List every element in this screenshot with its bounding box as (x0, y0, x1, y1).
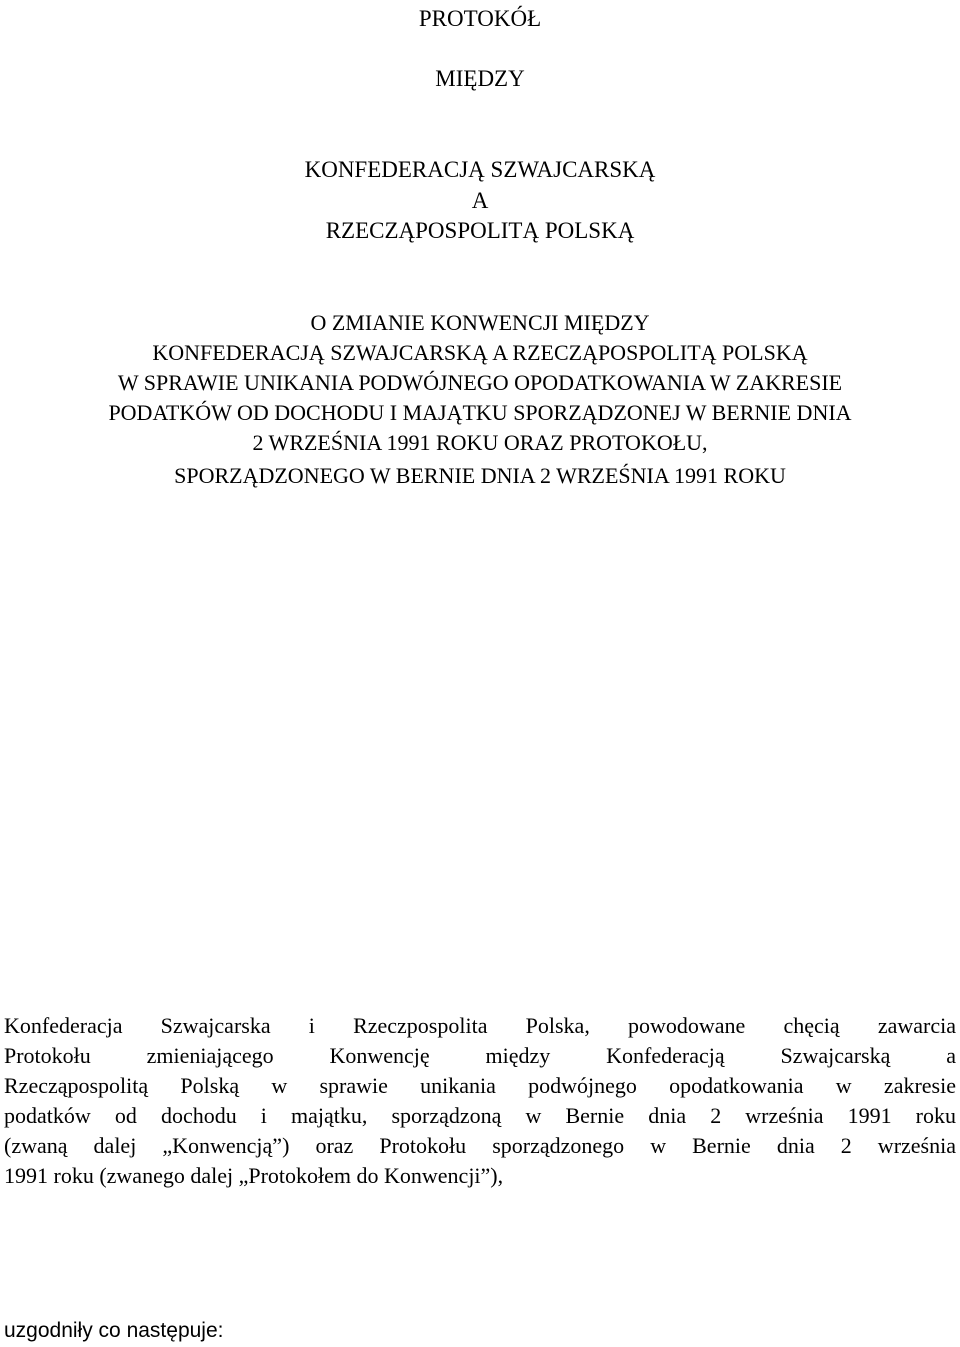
party-2: RZECZĄPOSPOLITĄ POLSKĄ (325, 218, 635, 243)
subject-line: 2 WRZEŚNIA 1991 ROKU ORAZ PROTOKOŁU, (252, 430, 708, 455)
subject-line: W SPRAWIE UNIKANIA PODWÓJNEGO OPODATKOWANIA W ZAKRESIE (117, 370, 843, 395)
subject-line: SPORZĄDZONEGO W BERNIE DNIA 2 WRZEŚNIA 1991 ROKU (174, 463, 786, 488)
preamble-line: Rzecząpospolitą Polską w sprawie unikania podwójnego opodatkowania w zakresie (4, 1073, 956, 1098)
preamble-line: Protokołu zmieniającego Konwencję między Konfederacją Szwajcarską a (4, 1043, 956, 1068)
preamble-line: (zwaną dalej „Konwencją”) oraz Protokołu sporządzonego w Bernie dnia 2 września (4, 1133, 956, 1158)
conjunction: A (471, 188, 489, 213)
party-1: KONFEDERACJĄ SZWAJCARSKĄ (304, 157, 656, 182)
closing-line: uzgodniły co następuje: (4, 1319, 224, 1342)
subject-line: PODATKÓW OD DOCHODU I MAJĄTKU SPORZĄDZONEJ W BERNIE DNIA (108, 400, 852, 425)
preamble-line: podatków od dochodu i majątku, sporządzoną w Bernie dnia 2 września 1991 roku (4, 1103, 956, 1128)
document-title: PROTOKÓŁ (418, 6, 542, 31)
preamble-line: 1991 roku (zwanego dalej „Protokołem do Konwencji”), (4, 1163, 504, 1188)
subject-line: O ZMIANIE KONWENCJI MIĘDZY (310, 310, 650, 335)
preamble-line: Konfederacja Szwajcarska i Rzeczpospolita Polska, powodowane chęcią zawarcia (4, 1013, 956, 1038)
preamble-paragraph (4, 1011, 956, 1191)
between-label: MIĘDZY (435, 66, 525, 91)
subject-line: KONFEDERACJĄ SZWAJCARSKĄ A RZECZĄPOSPOLITĄ POLSKĄ (152, 340, 808, 365)
